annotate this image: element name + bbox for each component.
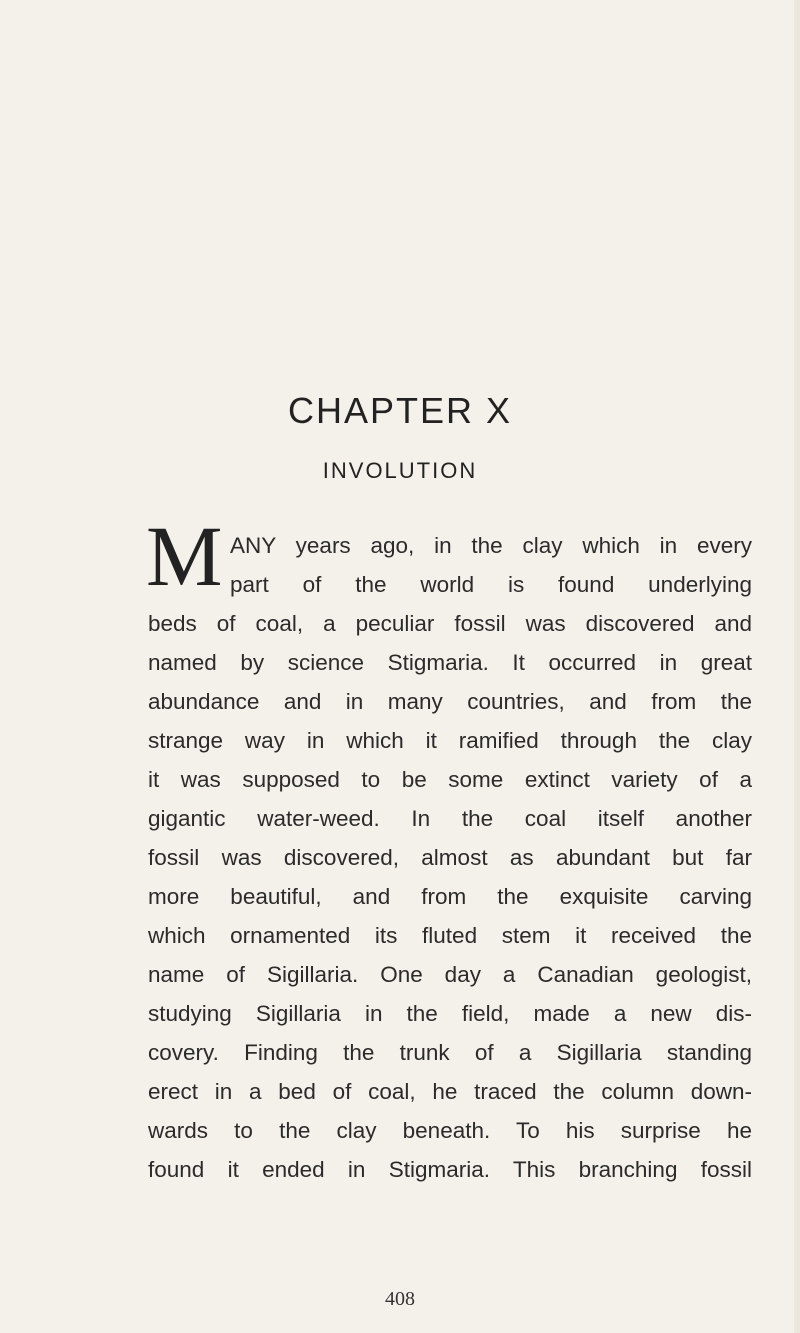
text-line: erect in a bed of coal, he traced the column down- — [148, 1079, 752, 1104]
text-line: covery. Finding the trunk of a Sigillaria standing — [148, 1040, 752, 1065]
text-line: which ornamented its fluted stem it received the — [148, 923, 752, 948]
chapter-subtitle: INVOLUTION — [322, 458, 478, 483]
page-edge — [794, 0, 800, 1333]
drop-cap: M — [146, 523, 223, 593]
text-line: named by science Stigmaria. It occurred in great — [148, 650, 752, 675]
text-line: it was supposed to be some extinct variety of a — [148, 767, 752, 792]
text-line: found it ended in Stigmaria. This branching fossil — [148, 1157, 752, 1182]
text-line: name of Sigillaria. One day a Canadian geologist, — [148, 962, 752, 987]
text-line: gigantic water-weed. In the coal itself another — [148, 806, 752, 831]
body-paragraph — [148, 526, 752, 1189]
text-line: abundance and in many countries, and from the — [148, 689, 752, 714]
text-line: strange way in which it ramified through the clay — [148, 728, 752, 753]
text-line: studying Sigillaria in the field, made a new dis- — [148, 1001, 752, 1026]
text-line: more beautiful, and from the exquisite carving — [148, 884, 752, 909]
page-number: 408 — [385, 1288, 415, 1310]
chapter-title: CHAPTER X — [287, 390, 513, 431]
text-line: part of the world is found underlying — [230, 572, 752, 597]
text-line: ANY years ago, in the clay which in every — [230, 533, 752, 558]
text-line: fossil was discovered, almost as abundant but far — [148, 845, 752, 870]
text-line: wards to the clay beneath. To his surprise he — [148, 1118, 752, 1143]
text-line: beds of coal, a peculiar fossil was discovered and — [148, 611, 752, 636]
